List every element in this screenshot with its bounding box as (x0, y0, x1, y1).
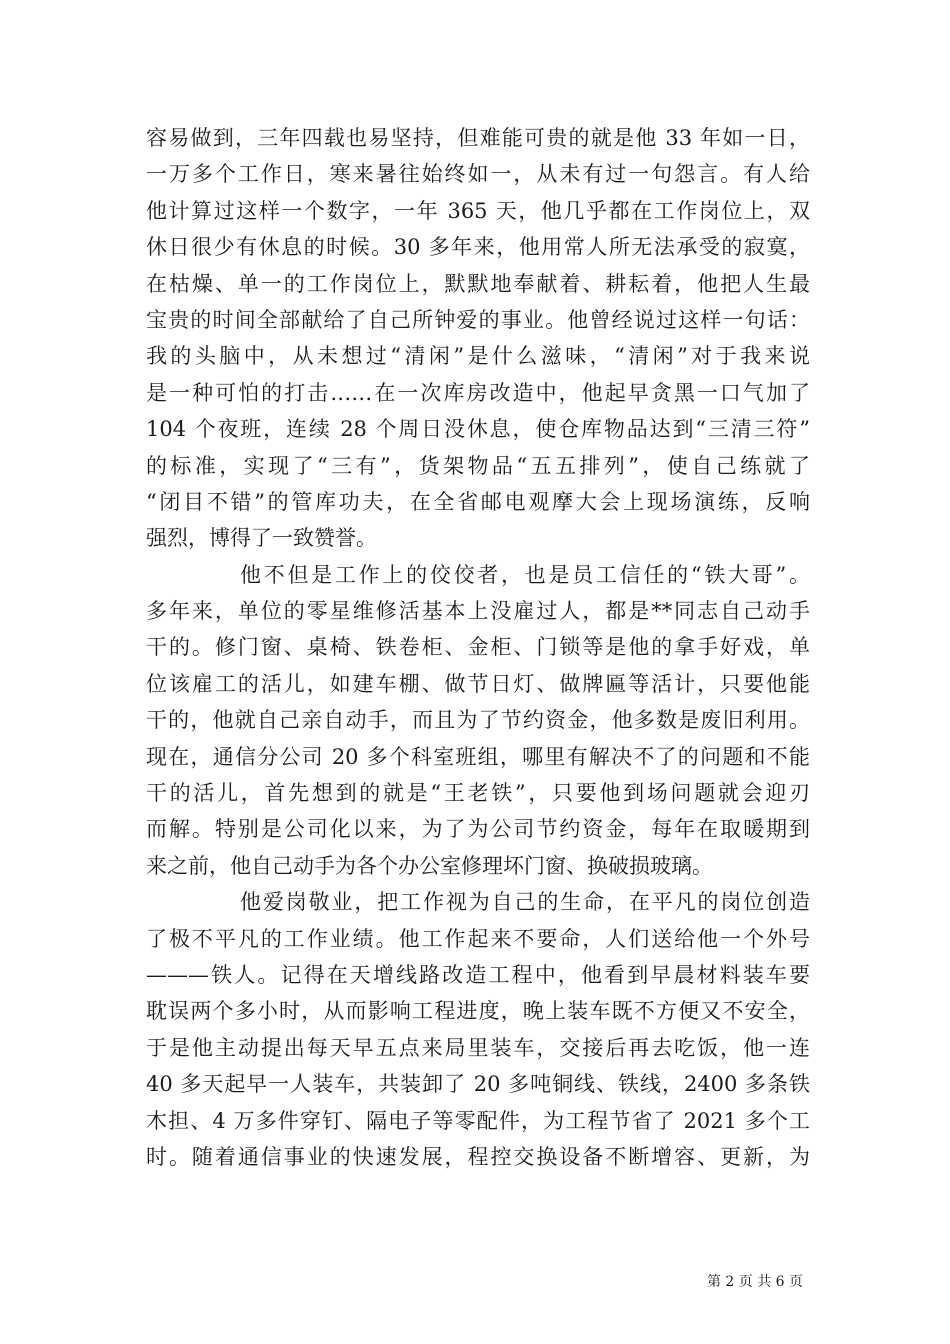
text-line: 干的，他就自己亲自动手，而且为了节约资金，他多数是废旧利用。 (146, 708, 810, 733)
text-line: 的标准，实现了“三有”，货架物品“五五排列”，使自己练就了 (146, 453, 810, 478)
text-line: 容易做到，三年四载也易坚持，但难能可贵的就是他 33 年如一日， (146, 126, 810, 150)
page-number: 第 2 页 共 6 页 (706, 1274, 804, 1290)
text-line: 我的头脑中，从未想过“清闲”是什么滋味，“清闲”对于我来说 (146, 344, 810, 369)
body-text (146, 120, 810, 1175)
text-line: 了极不平凡的工作业绩。他工作起来不要命，人们送给他一个外号 (146, 926, 810, 951)
text-line: 休日很少有休息的时候。30 多年来，他用常人所无法承受的寂寞， (146, 235, 810, 260)
text-line: 而解。特别是公司化以来，为了为公司节约资金，每年在取暖期到 (146, 817, 810, 842)
text-line: 干的活儿，首先想到的就是“王老铁”，只要他到场问题就会迎刃 (146, 781, 810, 806)
text-line: 是一种可怕的打击……在一次库房改造中，他起早贪黑一口气加了 (146, 380, 810, 405)
text-line: “闭目不错”的管库功夫，在全省邮电观摩大会上现场演练，反响 (146, 489, 810, 514)
text-line: 现在，通信分公司 20 多个科室班组，哪里有解决不了的问题和不能 (146, 744, 810, 769)
paragraph-start-line: 他不但是工作上的佼佼者，也是员工信任的“铁大哥”。 (240, 562, 810, 587)
paragraph-start-line: 他爱岗敬业，把工作视为自己的生命，在平凡的岗位创造 (240, 890, 810, 915)
text-line: 104 个夜班，连续 28 个周日没休息，使仓库物品达到“三清三符” (146, 417, 810, 442)
text-line: 强烈，博得了一致赞誉。 (146, 526, 377, 551)
text-line: 多年来，单位的零星维修活基本上没雇过人，都是**同志自己动手 (146, 599, 810, 624)
text-line: 他计算过这样一个数字，一年 365 天，他几乎都在工作岗位上，双 (146, 198, 810, 223)
text-line: 木担、4 万多件穿钉、隔电子等零配件，为工程节省了 2021 多个工 (146, 1108, 810, 1133)
text-line: 时。随着通信事业的快速发展，程控交换设备不断增容、更新，为 (146, 1144, 810, 1169)
text-line: 40 多天起早一人装车，共装卸了 20 多吨铜线、铁线，2400 多条铁 (146, 1072, 810, 1097)
text-line: 位该雇工的活儿，如建车棚、做节日灯、做牌匾等活计，只要他能 (146, 671, 810, 696)
text-line: 耽误两个多小时，从而影响工程进度，晚上装车既不方便又不安全， (146, 999, 810, 1024)
text-line: 宝贵的时间全部献给了自己所钟爱的事业。他曾经说过这样一句话： (146, 307, 810, 332)
text-line: ———铁人。记得在天增线路改造工程中，他看到早晨材料装车要 (146, 962, 810, 987)
text-line: 在枯燥、单一的工作岗位上，默默地奉献着、耕耘着，他把人生最 (146, 271, 810, 296)
text-line: 于是他主动提出每天早五点来局里装车，交接后再去吃饭，他一连 (146, 1035, 810, 1060)
text-line: 一万多个工作日，寒来暑往始终如一，从未有过一句怨言。有人给 (146, 162, 810, 187)
text-line: 干的。修门窗、桌椅、铁卷柜、金柜、门锁等是他的拿手好戏，单 (146, 635, 810, 660)
text-line: 来之前，他自己动手为各个办公室修理坏门窗、换破损玻璃。 (146, 853, 713, 878)
